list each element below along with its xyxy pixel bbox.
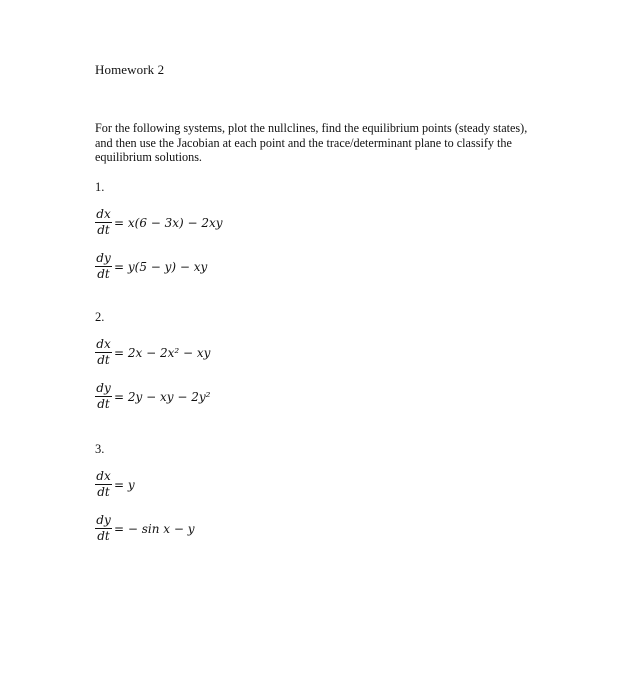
homework-title: Homework 2 [95, 62, 165, 77]
derivative-fraction [95, 208, 112, 237]
derivative-fraction [95, 470, 112, 499]
fraction-numerator: dx [96, 469, 111, 483]
problem-2-equation-dx [95, 338, 210, 367]
fraction-denominator: dt [97, 353, 110, 367]
fraction-numerator: dy [96, 251, 111, 265]
equation-right-side: = x(6 − 3x) − 2xy [114, 215, 223, 230]
fraction-numerator: dx [96, 207, 111, 221]
equation-right-side: = y(5 − y) − xy [114, 259, 208, 274]
problem-1-equation-dx [95, 208, 223, 237]
equation-right-side: = 2x − 2x² − xy [114, 345, 211, 360]
fraction-denominator: dt [97, 397, 110, 411]
problem-2-number: 2. [95, 310, 105, 324]
fraction-numerator: dy [96, 513, 111, 527]
derivative-fraction [95, 338, 112, 367]
equation-right-side: = y [114, 477, 135, 492]
fraction-numerator: dy [96, 381, 111, 395]
fraction-denominator: dt [97, 485, 110, 499]
fraction-denominator: dt [97, 223, 110, 237]
problem-1-equation-dy [95, 252, 207, 281]
problem-3-equation-dy [95, 514, 195, 543]
fraction-denominator: dt [97, 529, 110, 543]
derivative-fraction [95, 252, 112, 281]
instructions-line: For the following systems, plot the nullclines, find the equilibrium points (steady states), [95, 121, 528, 135]
problem-3-equation-dx [95, 470, 135, 499]
derivative-fraction [95, 514, 112, 543]
fraction-denominator: dt [97, 267, 110, 281]
problem-2-equation-dy [95, 382, 210, 411]
equation-right-side: = 2y − xy − 2y² [114, 389, 211, 404]
derivative-fraction [95, 382, 112, 411]
equation-right-side: = − sin x − y [114, 521, 195, 536]
problem-3-number: 3. [95, 442, 105, 456]
problem-1-number: 1. [95, 180, 105, 194]
instructions-line: equilibrium solutions. [95, 150, 202, 165]
instructions-line: and then use the Jacobian at each point and the trace/determinant plane to classify the [95, 135, 512, 150]
instructions-paragraph [95, 121, 565, 165]
fraction-numerator: dx [96, 337, 111, 351]
